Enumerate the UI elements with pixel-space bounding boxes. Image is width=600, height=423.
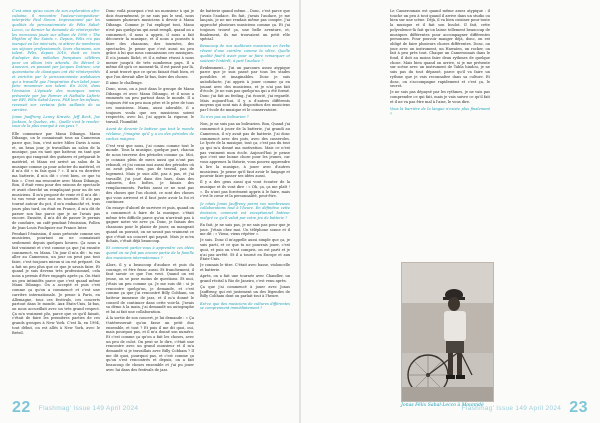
question: Vous la barrière de la langue n'existe plus finalement ?	[390, 106, 490, 116]
answer-paragraph: Évidemment... J'ai un parcours assez atypique parce que je suis passé par tous les stades possibles et imaginables. Donc je suis autodidacte, j'ai appris à jouer comme ça en jouant avec des musiciens, et je n'ai pas fait d'école. Je ne suis pas quelqu'un qui a été formé. Donc j'ai fait au feeling, j'ai écouté, j'ai regardé. Mais aujourd'hui, il y a d'autres différents moyens qui sont mis à disposition des musiciens par l'école de musique et le conservatoire.	[200, 65, 290, 113]
article-intro: C'est ainsi qu'au cours de son exploration afro-cubaine, il rencontre l'auteur-compositeur-interprète Paul Simon. Impressionné par les qualités de percussionniste de Félix Sabal-Lecco, ce dernier lui demande de réinterpréter les morceaux joués sur album de 1990 « The Rhythm of the Saints ». Depuis, Félix n'a pas manqué en les mini-sets, ni attirer de nombreux ses séjours professionnels, leurs chansons, son talent. Félix, depuis 2010, était en train d'adopter des mélodies françaises célèbres pour un album très attendu. De Bérard & Anouvon, en passant par Jacques Dutronc, une quarantaine de classiques ont été réinterprétés et enrichis par le percussionniste andalusien qui a travaillé que l'inspiration d'un label jouer faire renommer son talent. En 2020, dans l'émission L'épisode des musiques noires présentée par Joe Farmer et Nathalie Lafortz sur RFI, Félix Sabal-Lecco, FSE leur les infuses, revenait sur certains faits saillants de sa carrière.	[12, 9, 100, 112]
answer-paragraph: À la sortie de son concert, je lui demande : « Ça t'intéresserait qu'on fasse un petit duo ensemble, et tout ? Et puis il me dit quoi, oui, mais pourquoi pas, et il m'a donné son numéro. Et c'est comme ça qu'on a fait les choses, avec un peu de culot. On peut se le dire, c'était une rencontre avec un grand monsieur et il m'a demandé si je travaillais avec Billy Cobham ? Il me dit quoi, pourquoi pas, et c'est comme ça qu'on s'est rencontrés et depuis, on a fait beaucoup de choses ensemble et j'ai pu jouer avec lui dans des festivals de jazz.	[106, 316, 194, 372]
left-column-1	[12, 9, 100, 399]
answer-paragraph: Donc voilà pourquoi c'est un monsieur à qui je dois énormément, je ne suis pas le seul, nous sommes plusieurs musiciens à devoir à Manu Dibango. Comme je l'ai expliqué tout, Manu n'est pas quelqu'un qui avait rempli, quand on a commencé, il nous a appris, il nous a fait découvrir la musique, et il nous a poussés à faire des chansons, des tournées, des spectacles. Je pense que c'est aussi un peu grâce à lui que nous connaissons ces musiques. Il n'a jamais lâché, et il a même réussi à nous mener jusqu'à de très nombreux pays. Il a même dit qu'à ce moment-là, il est passé par là, il avait trouvé que ce qu'on faisait était bien, et que l'on devrait aller là-bas, faire des choses.	[106, 9, 194, 79]
answer-paragraph: Non, je ne suis pas au bolivarien. Bon, Quand j'ai commencé à jouer de la batterie, j'ai grandi au Cameroun, il n'y avait pas de batterie. J'ai donc commencé avec des pots, avec des casseroles. Le lycée de la musique, tout ça, c'est pas du tout ça qui m'a donné ma motivation. Mais ce n'est pas vraiment mon école. Aujourd'hui je pense que c'est une bonne chose pour les jeunes, car vous apprenez la théorie, vous pouvez apprendre à lire la musique, à jouer avec d'autres musiciens. Je pense qu'il faut avoir le langage et pouvoir faire passer ses idées aussi.	[200, 122, 290, 179]
answer-paragraph: Je suis. Donc il m'appelle aussi simple que ça, je suis parti, et ce que tu ne pourrais jouer, c'est quoi, et puis on s'est compris, on est parti et je n'ai pas arrêté. Et il a tourné en Europe et aux États-Unis.	[200, 238, 290, 262]
photo-caption: Jonas Félix Sabal-Lecco à Mounndé	[401, 403, 484, 408]
answer-paragraph: Après, on a fait une tournée avec Chandler, un grand récital à Rio de Janeiro, c'est venu après.	[200, 274, 290, 283]
answer-paragraph: Elle commence par Manu Dibango. Manu Dibango, on le connaissait tous au Cameroun parce que, bon, c'est notre Miles Davis à nous et, un beau jour, je travaillais au salon de la musique, pas en tant que batteur, en tant que garçon qui rangeait des guitares et préparait le matériel, et Manu est arrivé au salon de la musique comme ça pour acheter du matériel, et il m'a dit « tu fais quoi ? ». Il m'a vu derrière ma batterie, il m'a dit « c'est bien, ce que tu fais ». C'est ma rencontre avec Manu Dibango. Bon, il était venu pour des raisons de spectacle et avait cherché un remplaçant pour un de ses musiciens. Il m'a proposé de venir et il m'a dit : tu vas venir avec moi en tournée. Il n'a pas tourné autour du pot, il m'a embauché et, trois jours plus tard, on était en France, il m'a dit de passer son bac parce que je ne l'avais pas encore. Ensuite, il m'a dit de passer le permis de conduire, un café-pendant l'émission, Pollen de Jean-Louis Foulquier sur France Inter.	[12, 131, 100, 230]
left-column-2	[106, 9, 194, 399]
photo-illustration	[402, 263, 493, 401]
magazine-issue: Flashmag' Issue 149 April 2024	[38, 404, 139, 412]
page-number: 22	[12, 399, 31, 416]
question: Jonas Jauffreny Lenny Kravitz, Jeff Beck, Joe Jackson, le Quebec, etc., Quelle s'est le rendez-vous de la plus marqué à vos yeux ?	[12, 114, 100, 129]
left-column-3	[200, 9, 290, 399]
answer-paragraph: Donc, nous, on a joué dans le groupe de Manu Dibango et avec Manu Dibango, et il nous a emmenés un peu partout dans le monde. Il a toujours été un peu mon père et le père de tous ces musiciens. Manu, aussi adorable, il a toujours voulu que ses musiciens soient respectés, avec lui, j'ai appris la rigueur, le travail, l'humilité.	[106, 87, 194, 124]
magazine-issue: Flashmag' Issue 149 April 2024	[461, 404, 562, 412]
answer-paragraph: Alors, il y a beaucoup d'audace et puis du courage, et être franc aussi. Et franchement, il faut savoir ce que l'on veut. Quand on est jeune, on se pose moins de questions. Et moi, j'étais un peu comme ça. Je me suis dit : si je rencontre quelqu'un, je demande, et c'est comme ça que j'ai rencontré Billy Cobham, un batteur immense de jazz, et il m'a donné le conseil de continuer dans cette voie-là. J'avais sa démo à la main, j'ai demandé un autographe et lui ai fait une collaboration.	[106, 263, 194, 315]
answer-paragraph: Ça que j'ai commencé à jouer avec Jonas Jauffreny, qui est justement un des légendes de Billy Cobham dont on parlait tout à l'heure.	[200, 284, 290, 299]
question: Et comment parlez-vous à apprendre ces idées quand on ne fait pas encore partie de la famille des musiciens internationaux ?	[106, 246, 194, 260]
question: Je citais Jonas Jauffreny parmi vos nombreuses collaborations tout à l'heure. En définitive cette émission, comment est exceptionnel batteur malgré ce qu'il valait par votre jeu de batterie ?	[200, 201, 290, 220]
question: Beaucoup de nos auditeurs musiciens en herbe rêvent d'une carrière comme la vôtre. Quelle qualité faut-il avoir pour se faire remarquer et soutenir l'intérêt, à part l'audace ?	[200, 44, 290, 63]
answer-paragraph: Il aime le challenge.	[106, 80, 143, 85]
page-number: 23	[569, 399, 588, 416]
portrait-photo	[401, 262, 494, 402]
answer-paragraph: Pendant l'émission, il nous présente comme ses musiciens, pourtant on ne connaissait seulement depuis quelques heures. Ça nous a fait vraiment et c'est comme ça que j'ai ensuite commencé, vu Manu. Un jour il m'a dit : tu vas aller au Cameroun, un jour on peut pas tout faire, c'est toujours mieux si on est préparé. On a fait un peu plus que ce que je savais faire. Et quand je suis devenu très professionnel, cela nous a permis d'être engagés après ça. On était un peu intimidés parce que c'est quand même Manu Dibango. On a accepté et puis c'est comme ça qu'on a commencé et c'est une carrière internationale. Je pense à Paris, en Allemagne, tous ces festivals, ces concerts partout dans le monde. Aux États-Unis, là-bas, on nous accueillait avec un très grand respect. Ça m'a vraiment plu, parce que ce qu'il faisait, c'était de faire les premières parties de ces grands groupes à New York. C'est là, en 1994, tout début, on est allés à New York, avec le Brésil.	[12, 231, 100, 335]
answer-paragraph: de batterie quand même... Donc, c'est parce que j'avais l'audace. En fait, j'avais l'audace, je me lançais, je ne me rendais même pas compte. J'ai approché plusieurs musiciens comme ça. Et j'ai toujours trouvé ça, une belle aventure, et, finalement, ils me trouvaient un petit rôle spécial.	[200, 9, 290, 42]
answer-paragraph: Je connais le titre. C'était avec basse, violoncelle et batterie.	[200, 263, 290, 273]
right-column-text	[390, 9, 490, 254]
answer-paragraph: En fait, je ne sais pas, je ne sais pas pour que je joue. J'étais chez moi. Un téléphone sonne et il me dit : « Viens, viens répéter ».	[200, 222, 290, 237]
answer-paragraph: On essaye d'abord de survivre et puis, quand on a commencé à faire de la musique, c'était même très difficile parce qu'on n'arrivait pas à gagner notre vie avec ça. Donc, je faisais des chansons pour le plaisir de jouer, on mangeait quand on pouvait, on ne savait pas vraiment ce que c'était un concert qui payait. Mais je m'en fichais, c'était déjà beaucoup.	[106, 206, 194, 244]
answer-paragraph: Le Camerounais est quand même assez atypique : il touche un peu à tout quand il arrive dans un studio ou bien sur une scène. Déjà, il va bien cuisiner pour toute la musique et il fait son boulot. Il fait, cette polyvalence-là fait qu'on laisse tellement beaucoup de musiques différentes pour accompagner différentes personnes. Pour pouvoir manger déjà, donc, on est obligé de faire plusieurs choses différentes. Donc, on joue avec un instrument, un Hawaïen, un rocker, on fait à peu près tout. Chaque un Camerounais dans le fond, il doit au moins faire deux rythmes de quelque chose. Mais bien quand on arrive, si je me présente sur scène avec un instrument de Tabla hindou, je ne suis pas du tout dépassé, parce qu'il va faire un rythme que je vais reconnaître dans sa culture. Et donc, on s'accompagne rapidement et c'est ça, le secret.	[390, 9, 490, 89]
left-page-footer	[12, 399, 138, 417]
question: Tu n'es pas au bolivarien ?	[200, 115, 249, 120]
answer-paragraph: Je ne suis pas dépaysé par les rythmes, je ne vais pas comprendre ce qui fait, mais je vais suivre ce qu'il fait et il ne va pas être mal à l'aise, le vous dire.	[390, 90, 490, 104]
answer-paragraph: Il y a des gens aussi qui vont écouter de la musique et ils vont dire : « Oh, ça, ça me plaît ! ». Ils n'ont pas forcément appris à le faire, mais c'est le cœur et la personnalité, peut-être.	[200, 180, 290, 199]
question: Est-ce que des musiciens de cultures différentes se comprennent immédiatement ?	[200, 301, 290, 311]
answer-paragraph: C'est vrai que nous, j'ai connu comme tout le monde. Tous la musique, quelque part, chacun de nous traverse des périodes comme ça. Moi, je connais plein de mecs aussi qui n'ont pas rebondi, et j'ai connu moi aussi des périodes où on avait plus rien, pas de travail, pas de logement. Mais je suis allé, pas à pas, et j'ai travaillé, j'ai joué dans des bars, dans des cabarets, des boîtes, je faisais des remplacements. Parfois aussi ce ne sont pas des choses que l'on choisit, ce sont des choses qui vous arrivent et il faut juste avoir la foi et continuer.	[106, 143, 194, 205]
question: Avant de devenir le batteur que tout le monde réclame, j'imagine qu'il y a eu des périodes de vaches maigres.	[106, 127, 194, 141]
